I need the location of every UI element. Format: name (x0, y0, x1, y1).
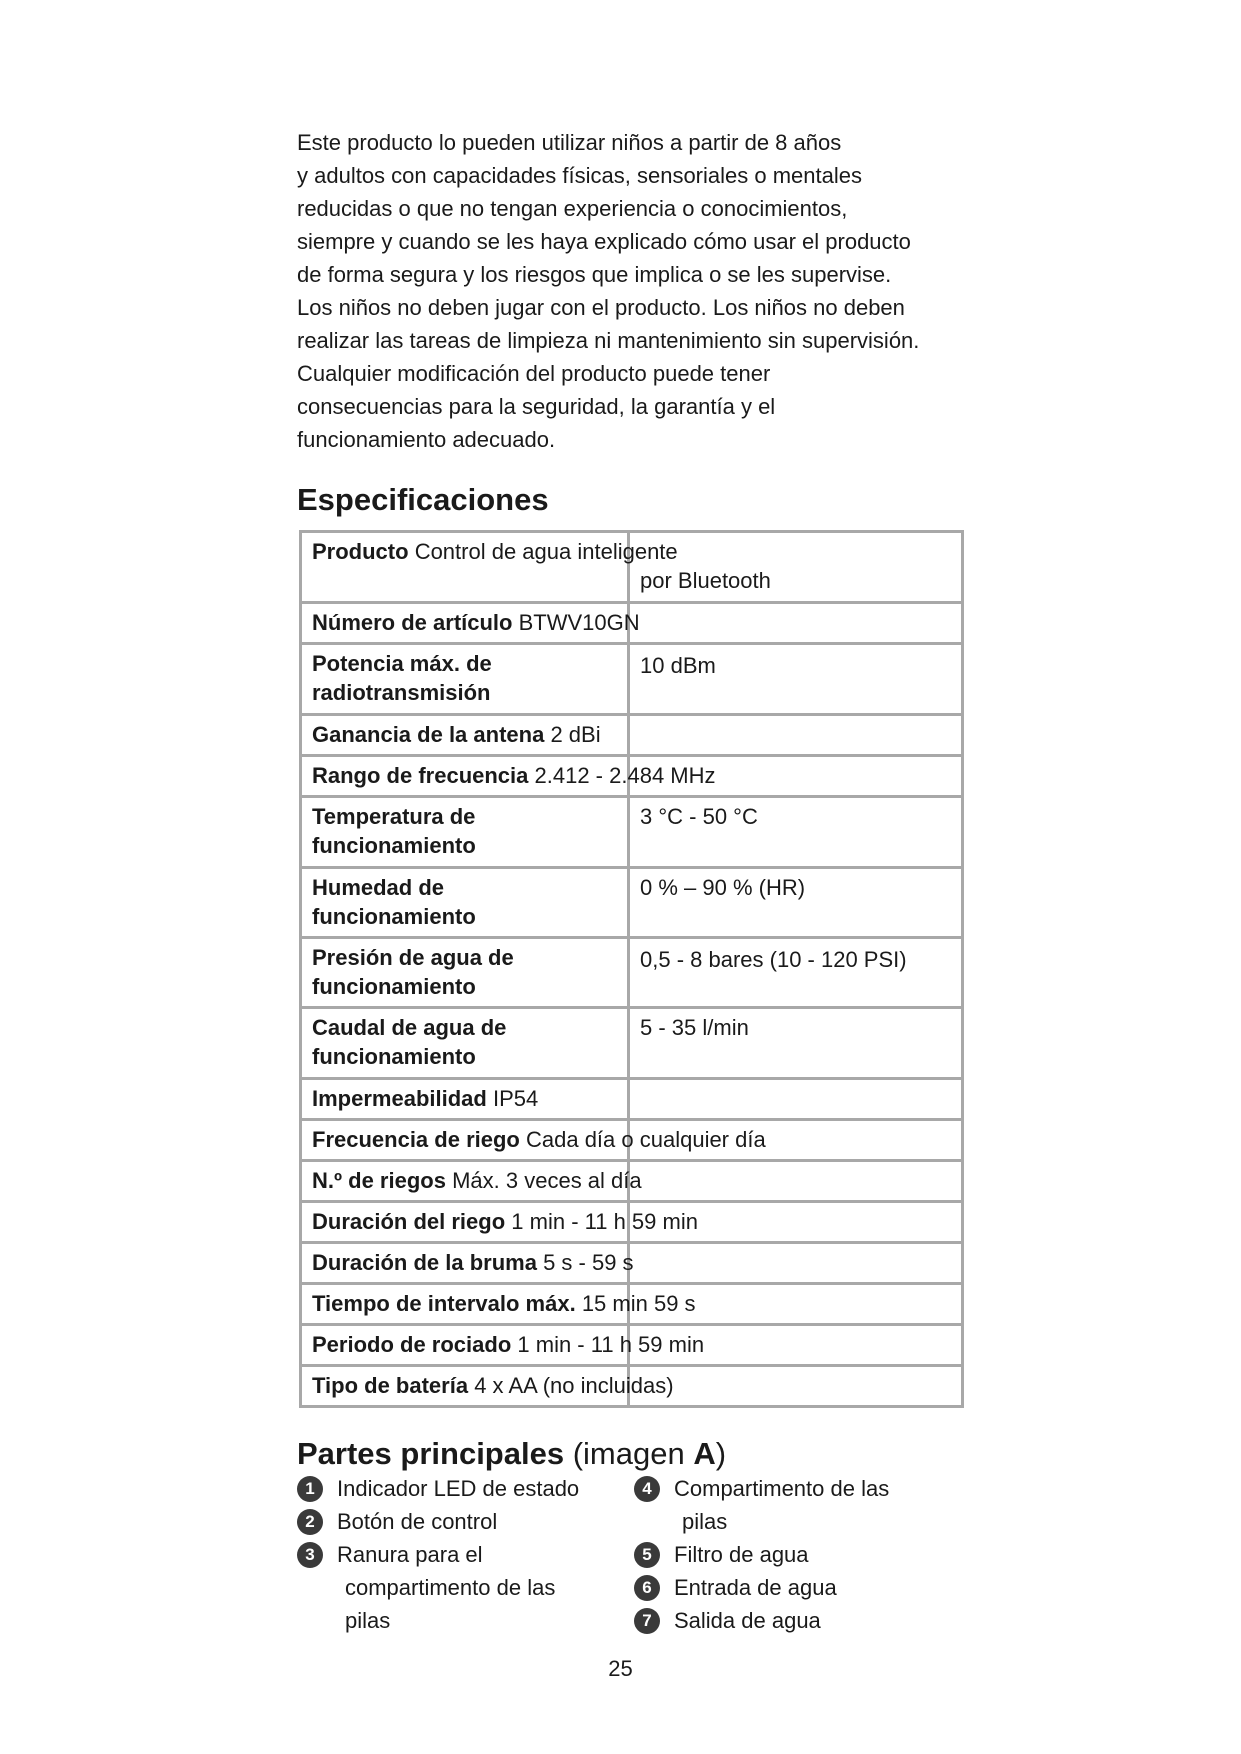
table-row (301, 532, 963, 603)
number-badge-icon: 4 (634, 1476, 660, 1502)
intro-line: realizar las tareas de limpieza ni mantenimiento sin supervisión. (297, 328, 920, 353)
table-cell-value (629, 1008, 963, 1079)
spec-value: BTWV10GN (518, 610, 640, 635)
table-cell-label (301, 1202, 698, 1243)
spec-value: Control de agua inteligente (414, 539, 678, 564)
spec-label: Duración de la bruma (312, 1250, 537, 1275)
number-badge-icon: 1 (297, 1476, 323, 1502)
spec-label: Duración del riego (312, 1209, 506, 1234)
spec-value: 0 % – 90 % (HR) (640, 875, 806, 900)
intro-line: y adultos con capacidades físicas, sensoriales o mentales (297, 163, 862, 188)
spec-label: Tiempo de intervalo máx. (312, 1291, 576, 1316)
table-cell-value (629, 1243, 963, 1284)
intro-line: siempre y cuando se les haya explicado cómo usar el producto (297, 229, 911, 254)
spec-label: Frecuencia de riego (312, 1127, 520, 1152)
spec-label: Presión de agua de (312, 945, 514, 970)
table-cell-label (301, 644, 629, 715)
spec-value: 5 - 35 l/min (640, 1015, 749, 1040)
spec-value: 1 min - 11 h 59 min (511, 1209, 698, 1234)
spec-label: Humedad de (312, 875, 445, 900)
table-row (301, 756, 963, 797)
main-parts-heading-ref: (imagen (572, 1436, 685, 1471)
table-cell-label (301, 868, 629, 938)
list-item (297, 1472, 617, 1505)
part-label-continued: compartimento de las (345, 1575, 556, 1600)
table-cell-label (301, 1366, 674, 1407)
table-cell-label (301, 532, 678, 603)
table-cell-label (301, 603, 640, 644)
list-item (634, 1472, 974, 1538)
list-item (297, 1538, 617, 1637)
part-label: Ranura para el (337, 1542, 483, 1567)
intro-line: funcionamiento adecuado. (297, 427, 556, 452)
table-cell-value (629, 797, 963, 868)
table-cell-label (301, 1161, 642, 1202)
table-cell-label (301, 797, 629, 868)
part-label: Indicador LED de estado (337, 1476, 580, 1501)
number-badge-icon: 7 (634, 1608, 660, 1634)
intro-line: reducidas o que no tengan experiencia o conocimientos, (297, 196, 848, 221)
spec-value: Máx. 3 veces al día (452, 1168, 642, 1193)
spec-label-continued: radiotransmisión (312, 680, 491, 705)
table-row (301, 644, 963, 715)
part-label-block (337, 1538, 555, 1637)
spec-value: 10 dBm (640, 653, 716, 678)
spec-value: 1 min - 11 h 59 min (517, 1332, 705, 1357)
table-cell-label (301, 938, 629, 1008)
part-label: Salida de agua (674, 1608, 821, 1633)
spec-label-continued: funcionamiento (312, 904, 476, 929)
spec-label-continued: funcionamiento (312, 1044, 476, 1069)
number-badge-icon: 6 (634, 1575, 660, 1601)
table-cell-label (301, 1120, 766, 1161)
spec-value: 3 °C - 50 °C (640, 804, 758, 829)
table-cell-label (301, 1284, 696, 1325)
spec-value-continued: por Bluetooth (640, 568, 771, 593)
intro-paragraph (297, 126, 977, 456)
number-badge-icon: 2 (297, 1509, 323, 1535)
spec-label: N.º de riegos (312, 1168, 446, 1193)
table-cell-value (629, 644, 963, 715)
spec-label: Rango de frecuencia (312, 763, 529, 788)
table-cell-label (301, 1008, 629, 1079)
spec-label: Temperatura de (312, 804, 476, 829)
number-badge-icon: 5 (634, 1542, 660, 1568)
spec-label: Caudal de agua de (312, 1015, 507, 1040)
part-label-continued: pilas (345, 1608, 391, 1633)
table-cell-value (629, 938, 963, 1008)
list-item (634, 1604, 974, 1637)
specifications-table (299, 530, 964, 1408)
table-row (301, 797, 963, 868)
intro-line: consecuencias para la seguridad, la garantía y el (297, 394, 776, 419)
intro-line: Cualquier modificación del producto puede tener (297, 361, 771, 386)
table-cell-value (629, 603, 963, 644)
list-item (634, 1538, 974, 1571)
table-row (301, 1161, 963, 1202)
spec-label-continued: funcionamiento (312, 833, 476, 858)
intro-line: Los niños no deben jugar con el producto. Los niños no deben (297, 295, 905, 320)
main-parts-heading-bold: Partes principales (297, 1436, 565, 1471)
table-row (301, 868, 963, 938)
spec-label: Número de artículo (312, 610, 513, 635)
table-cell-value (629, 1366, 963, 1407)
table-cell-label (301, 756, 716, 797)
list-item (297, 1505, 617, 1538)
table-cell-value (629, 868, 963, 938)
spec-value: 2 dBi (550, 722, 601, 747)
spec-value: 5 s - 59 s (543, 1250, 634, 1275)
table-row (301, 1284, 963, 1325)
spec-label: Producto (312, 539, 409, 564)
table-cell-label (301, 1243, 634, 1284)
part-label: Botón de control (337, 1509, 498, 1534)
table-cell-value (629, 715, 963, 756)
spec-value: IP54 (492, 1086, 539, 1111)
table-row (301, 1008, 963, 1079)
intro-line: de forma segura y los riesgos que implica o se les supervise. (297, 262, 892, 287)
spec-label-continued: funcionamiento (312, 974, 476, 999)
main-parts-heading-close: ) (715, 1436, 727, 1471)
part-label-block (674, 1472, 889, 1538)
table-cell-label (301, 1079, 629, 1120)
spec-value: Cada día o cualquier día (525, 1127, 766, 1152)
table-cell-label (301, 1325, 705, 1366)
table-row (301, 938, 963, 1008)
table-cell-value (629, 1079, 963, 1120)
table-row (301, 603, 963, 644)
spec-value: 2.412 - 2.484 MHz (534, 763, 716, 788)
spec-label: Periodo de rociado (312, 1332, 512, 1357)
spec-value: 0,5 - 8 bares (10 - 120 PSI) (640, 947, 907, 972)
intro-line: Este producto lo pueden utilizar niños a partir de 8 años (297, 130, 842, 155)
table-row (301, 1325, 963, 1366)
spec-label: Tipo de batería (312, 1373, 469, 1398)
main-parts-heading-letter: A (693, 1436, 716, 1471)
table-row (301, 1243, 963, 1284)
specifications-heading: Especificaciones (297, 482, 549, 517)
spec-label: Potencia máx. de (312, 651, 492, 676)
table-row (301, 1202, 963, 1243)
table-row (301, 715, 963, 756)
table-cell-value (629, 532, 963, 603)
parts-list-left (297, 1472, 617, 1637)
part-label: Entrada de agua (674, 1575, 837, 1600)
table-row (301, 1079, 963, 1120)
spec-value: 15 min 59 s (581, 1291, 696, 1316)
main-parts-heading (297, 1436, 726, 1472)
spec-value: 4 x AA (no incluidas) (474, 1373, 674, 1398)
part-label: Compartimento de las (674, 1476, 890, 1501)
page-number: 25 (608, 1656, 633, 1681)
part-label-continued: pilas (682, 1509, 728, 1534)
spec-label: Ganancia de la antena (312, 722, 545, 747)
parts-list-right (634, 1472, 974, 1637)
spec-label: Impermeabilidad (312, 1086, 487, 1111)
list-item (634, 1571, 974, 1604)
table-row (301, 1366, 963, 1407)
table-row (301, 1120, 963, 1161)
part-label: Filtro de agua (674, 1542, 809, 1567)
table-cell-label (301, 715, 629, 756)
table-cell-value (629, 1161, 963, 1202)
number-badge-icon: 3 (297, 1542, 323, 1568)
